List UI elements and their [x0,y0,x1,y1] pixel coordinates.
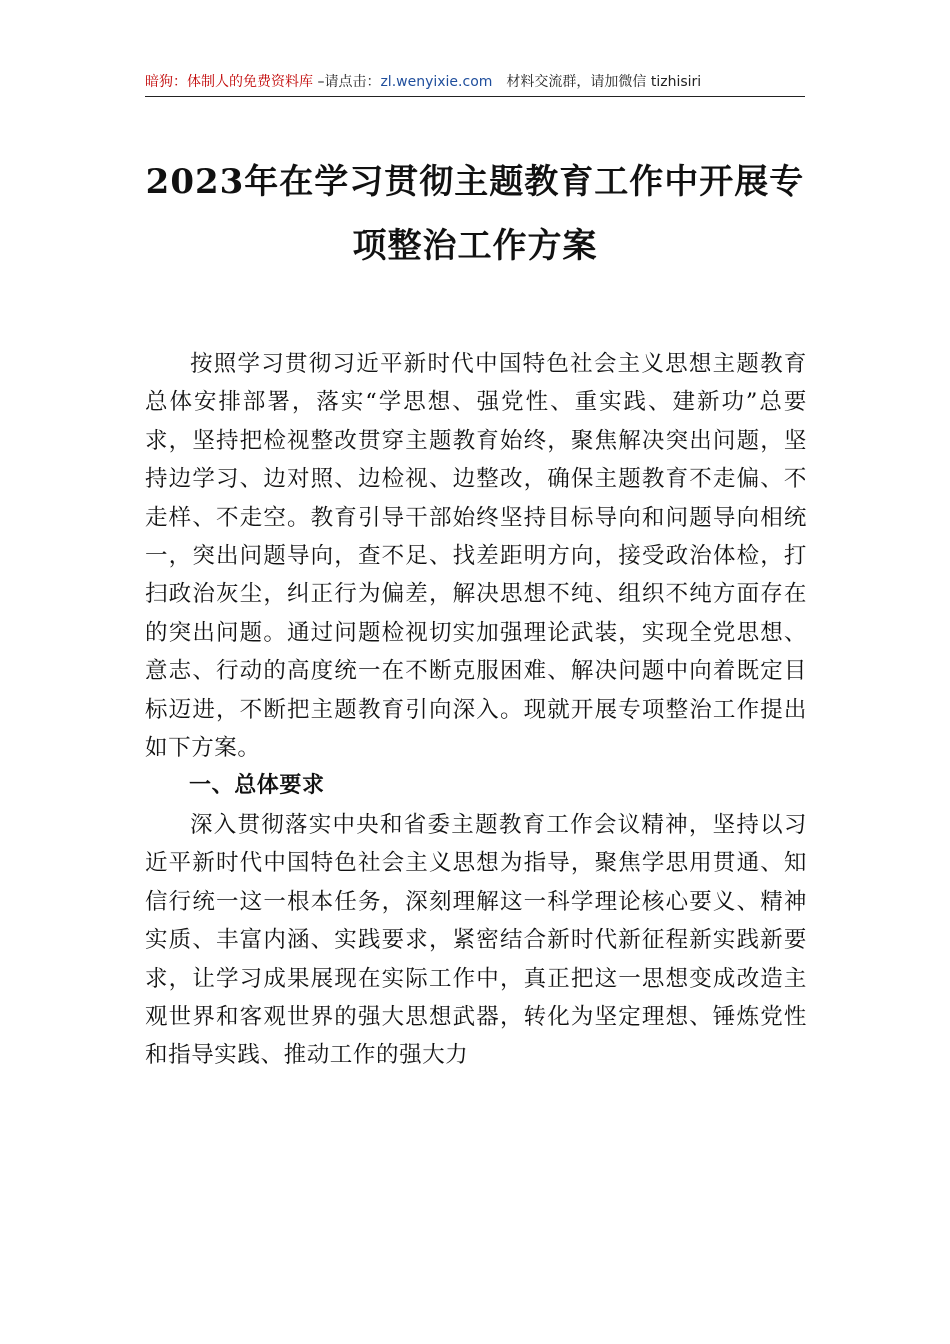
header-divider [145,96,805,97]
header-brand: 暗狗：体制人的免费资料库 [145,74,313,90]
document-title [120,150,830,278]
title-line-1: 2023年在学习贯彻主题教育工作中开展专 [145,162,805,202]
section-paragraph-1: 深入贯彻落实中央和省委主题教育工作会议精神，坚持以习近平新时代中国特色社会主义思想为指导，聚焦学思用贯通、知信行统一这一根本任务，深刻理解这一科学理论核心要义、精神实质、丰富内涵、实践要求，紧密结合新时代新征程新实践新要求，让学习成果展现在实际工作中，真正把这一思想变成改造主观世界和客观世界的强大思想武器，转化为坚定理想、锤炼党性和指导实践、推动工作的强大力 [145,811,807,1069]
document-body [145,345,807,1075]
intro-paragraph: 按照学习贯彻习近平新时代中国特色社会主义思想主题教育总体安排部署，落实“学思想、强党性、重实践、建新功”总要求，坚持把检视整改贯穿主题教育始终，聚焦解决突出问题，坚持边学习、边对照、边检视、边整改，确保主题教育不走偏、不走样、不走空。教育引导干部始终坚持目标导向和问题导向相统一，突出问题导向，查不足、找差距明方向，接受政治体检，打扫政治灰尘，纠正行为偏差，解决思想不纯、组织不纯方面存在的突出问题。通过问题检视切实加强理论武装，实现全党思想、意志、行动的高度统一在不断克服困难、解决问题中向着既定目标迈进，不断把主题教育引向深入。现就开展专项整治工作提出如下方案。 [145,351,807,762]
header-url-link[interactable]: zl.wenyixie.com [380,74,493,90]
section-heading-1: 一、总体要求 [189,773,325,799]
header-note: 材料交流群，请加微信 tizhisiri [506,74,702,90]
title-line-2: 项整治工作方案 [352,226,598,266]
header-separator: –请点击： [313,74,381,90]
page-header [145,70,805,94]
